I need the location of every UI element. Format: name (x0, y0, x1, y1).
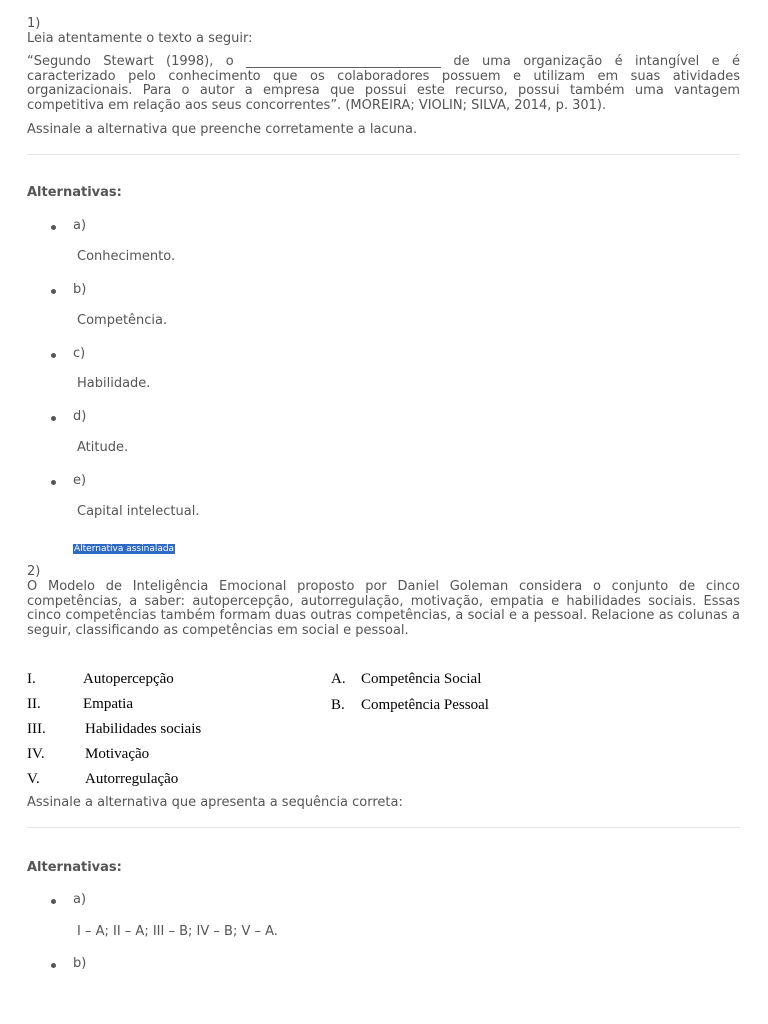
question-quote: “Segundo Stewart (1998), o ______________________________ de uma organização é intangível e é caracterizado pelo conhecimento que os colaboradores possuem e utilizam em suas atividades organizacionais. Para o autor a empresa que possui este recurso, possui também uma vantagem competitiva em relação aos seus concorrentes”. (MOREIRA; VIOLIN; SILVA, 2014, p. 301). (27, 54, 740, 113)
alternative-text[interactable]: Conhecimento. (77, 249, 176, 264)
bullet-icon (51, 480, 56, 485)
column-item: Competência Pessoal (361, 697, 489, 713)
question-instruction: Assinale a alternativa que preenche corretamente a lacuna. (27, 122, 418, 137)
question-number: 1) (27, 16, 41, 31)
alternative-letter[interactable]: c) (73, 346, 86, 361)
alternative-letter[interactable]: e) (73, 473, 87, 488)
alternative-letter[interactable]: b) (73, 282, 87, 297)
bullet-icon (51, 353, 56, 358)
alternative-letter[interactable]: a) (73, 892, 87, 907)
column-numeral: I. (27, 671, 36, 687)
column-numeral: V. (27, 771, 40, 787)
bullet-icon (51, 963, 56, 968)
column-item: Competência Social (361, 671, 482, 687)
column-item: Autopercepção (83, 671, 174, 687)
question-number: 2) (27, 564, 41, 579)
question-intro: Leia atentamente o texto a seguir: (27, 31, 253, 46)
alternative-text[interactable]: I – A; II – A; III – B; IV – B; V – A. (77, 924, 278, 939)
column-item: Empatia (83, 696, 133, 712)
column-numeral: II. (27, 696, 41, 712)
bullet-icon (51, 416, 56, 421)
selected-alternative-marker (73, 536, 175, 555)
question-instruction: Assinale a alternativa que apresenta a sequência correta: (27, 795, 403, 810)
selected-marker-label: Alternativa assinalada (74, 544, 175, 554)
column-letter: A. (331, 671, 346, 687)
divider (27, 827, 740, 828)
column-numeral: IV. (27, 746, 45, 762)
alternative-letter[interactable]: d) (73, 409, 87, 424)
column-item: Motivação (85, 746, 150, 762)
alternative-text[interactable]: Capital intelectual. (77, 504, 200, 519)
bullet-icon (51, 225, 56, 230)
column-item: Autorregulação (85, 771, 179, 787)
alternative-letter[interactable]: a) (73, 218, 87, 233)
alternatives-heading: Alternativas: (27, 185, 122, 200)
bullet-icon (51, 289, 56, 294)
alternatives-heading: Alternativas: (27, 860, 122, 875)
divider (27, 154, 740, 155)
question-intro: O Modelo de Inteligência Emocional proposto por Daniel Goleman considera o conjunto de cinco competências, a saber: autopercepção, autorregulação, motivação, empatia e habilidades sociais. Essas cinco competências também formam duas outras competências, a social e a pessoal. Relacione as colunas a seguir, classificando as competências em social e pessoal. (27, 579, 740, 638)
alternative-text[interactable]: Atitude. (77, 440, 129, 455)
alternative-text[interactable]: Competência. (77, 313, 168, 328)
bullet-icon (51, 899, 56, 904)
alternative-text[interactable]: Habilidade. (77, 376, 151, 391)
column-numeral: III. (27, 721, 46, 737)
column-letter: B. (331, 697, 345, 713)
alternative-letter[interactable]: b) (73, 956, 87, 971)
column-item: Habilidades sociais (85, 721, 202, 737)
